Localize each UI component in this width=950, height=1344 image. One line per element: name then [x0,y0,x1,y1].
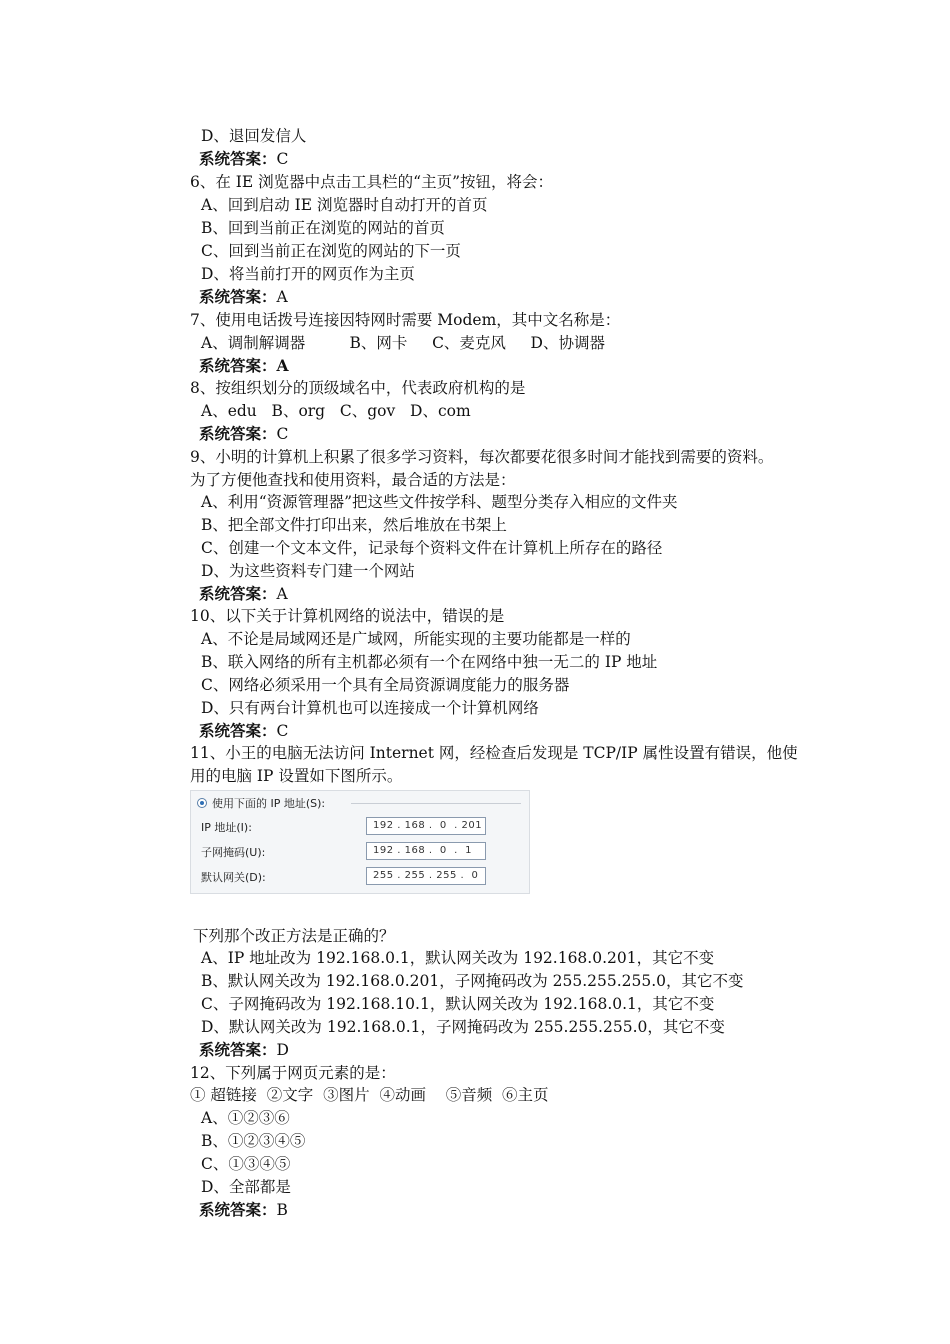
question-9-line2: 为了方便他查找和使用资料，最合适的方法是： [190,471,516,489]
answer-value: C [276,150,289,168]
answer-label: 系统答案： [199,149,277,168]
answer-q6 [199,286,288,308]
answer-value: A [276,356,289,375]
default-gateway-label: 默认网关(D): [201,871,266,884]
question-7: 7、使用电话拨号连接因特网时需要 Modem，其中文名称是： [190,311,621,329]
answer-label: 系统答案： [199,1200,277,1219]
option-b-q10: B、联入网络的所有主机都必须有一个在网络中独一无二的 IP 地址 [201,653,658,671]
answer-value: A [276,585,288,603]
answer-q5 [199,148,288,170]
question-10: 10、以下关于计算机网络的说法中，错误的是 [190,607,505,625]
answer-value: B [276,1201,288,1219]
option-d-q11: D、默认网关改为 192.168.0.1，子网掩码改为 255.255.255.0，其它不变 [201,1018,725,1036]
option-a-q11: A、IP 地址改为 192.168.0.1，默认网关改为 192.168.0.201，其它不变 [201,949,715,967]
option-a-q9: A、利用“资源管理器”把这些文件按学科、题型分类存入相应的文件夹 [201,493,678,511]
answer-q10 [199,720,288,742]
question-9-line1: 9、小明的计算机上积累了很多学习资料，每次都要花很多时间才能找到需要的资料。 [190,448,774,466]
radio-selected-icon [197,798,207,808]
default-gateway-field: 255 . 255 . 255 . 0 [366,867,486,885]
option-a-q6: A、回到启动 IE 浏览器时自动打开的首页 [201,196,488,214]
option-c-q11: C、子网掩码改为 192.168.10.1，默认网关改为 192.168.0.1，其它不变 [201,995,715,1013]
option-c-q10: C、网络必须采用一个具有全局资源调度能力的服务器 [201,676,570,694]
option-d-q9: D、为这些资料专门建一个网站 [201,562,415,580]
option-d-q5: D、退回发信人 [201,127,307,145]
option-b-q6: B、回到当前正在浏览的网站的首页 [201,219,445,237]
subnet-mask-field: 192 . 168 . 0 . 1 [366,842,486,860]
option-c-q12: C、①③④⑤ [201,1155,291,1173]
answer-value: A [276,288,288,306]
option-d-q12: D、全部都是 [201,1178,291,1196]
option-b-q12: B、①②③④⑤ [201,1132,306,1150]
option-a-q10: A、不论是局域网还是广域网，所能实现的主要功能都是一样的 [201,630,631,648]
answer-value: D [276,1041,289,1059]
subnet-mask-label: 子网掩码(U): [201,846,266,859]
answer-q7 [199,355,289,377]
question-11-line2: 用的电脑 IP 设置如下图所示。 [190,767,403,785]
use-following-ip-label: 使用下面的 IP 地址(S): [212,797,326,810]
option-c-q6: C、回到当前正在浏览的网站的下一页 [201,242,461,260]
group-divider [351,803,521,804]
option-b-q9: B、把全部文件打印出来，然后堆放在书架上 [201,516,507,534]
answer-q8 [199,423,288,445]
items-q12: ① 超链接 ②文字 ③图片 ④动画 ⑤音频 ⑥主页 [190,1086,549,1104]
ip-address-label: IP 地址(I): [201,821,252,834]
ip-settings-screenshot [190,790,530,894]
question-6: 6、在 IE 浏览器中点击工具栏的“主页”按钮，将会： [190,173,554,191]
option-b-q11: B、默认网关改为 192.168.0.201，子网掩码改为 255.255.255.0，其它不变 [201,972,744,990]
question-8: 8、按组织划分的顶级域名中，代表政府机构的是 [190,379,526,397]
answer-label: 系统答案： [199,1040,277,1059]
answer-label: 系统答案： [199,424,277,443]
options-q8: A、edu B、org C、gov D、com [201,402,471,420]
option-a-q12: A、①②③⑥ [201,1109,290,1127]
option-d-q10: D、只有两台计算机也可以连接成一个计算机网络 [201,699,539,717]
options-q7: A、调制解调器 B、网卡 C、麦克风 D、协调器 [201,334,605,352]
question-11-line1: 11、小王的电脑无法访问 Internet 网，经检查后发现是 TCP/IP 属性设置有错误，他使 [190,744,798,762]
answer-value: C [276,425,289,443]
ip-address-field: 192 . 168 . 0 . 201 [366,817,486,835]
option-d-q6: D、将当前打开的网页作为主页 [201,265,415,283]
answer-q11 [199,1039,289,1061]
answer-label: 系统答案： [199,584,277,603]
answer-q9 [199,583,288,605]
question-12: 12、下列属于网页元素的是： [190,1064,396,1082]
answer-value: C [276,722,289,740]
answer-label: 系统答案： [199,356,277,375]
answer-label: 系统答案： [199,287,277,306]
option-c-q9: C、创建一个文本文件，记录每个资料文件在计算机上所存在的路径 [201,539,663,557]
question-11-ask: 下列那个改正方法是正确的？ [193,927,395,945]
answer-q12 [199,1199,288,1221]
answer-label: 系统答案： [199,721,277,740]
